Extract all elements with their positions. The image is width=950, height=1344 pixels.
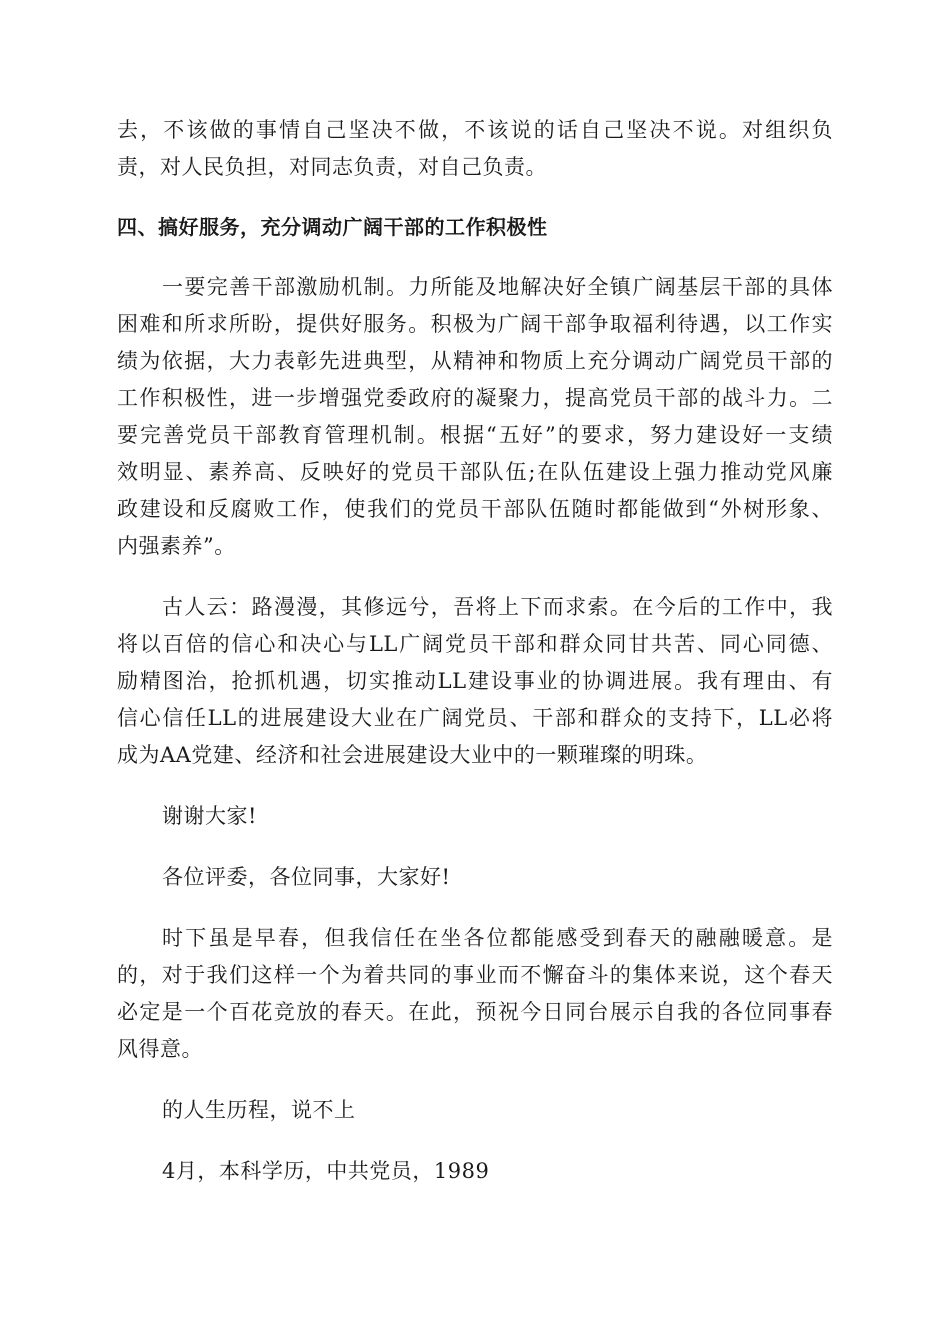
text-line: 风得意。	[117, 1037, 203, 1061]
text-line: 古人云：路漫漫，其修远兮，吾将上下而求索。在今后的工作中，我	[162, 595, 833, 619]
text-line: 4月，本科学历，中共党员，1989	[162, 1159, 490, 1183]
paragraph-fragment	[117, 1092, 833, 1129]
text-line: 各位评委，各位同事，大家好!	[162, 865, 451, 889]
text-line: 绩为依据，大力表彰先进典型，从精神和物质上充分调动广阔党员干部的	[117, 349, 833, 373]
text-line: 工作积极性，进一步增强党委政府的凝聚力，提高党员干部的战斗力。二	[117, 386, 833, 410]
text-line: 困难和所求所盼，提供好服务。积极为广阔干部争取福利待遇，以工作实	[117, 312, 833, 336]
text-line: 将以百倍的信心和决心与LL广阔党员干部和群众同甘共苦、同心同德、	[117, 632, 833, 656]
text-line: 励精图治，抢抓机遇，切实推动LL建设事业的协调进展。我有理由、有	[117, 669, 833, 693]
section-heading: 四、搞好服务，充分调动广阔干部的工作积极性	[117, 215, 548, 239]
text-line: 的人生历程，说不上	[162, 1098, 356, 1122]
paragraph-responsibility	[117, 112, 833, 186]
text-line: 成为AA党建、经济和社会进展建设大业中的一颗璀璨的明珠。	[117, 743, 708, 767]
paragraph-conclusion	[117, 589, 833, 774]
text-line: 谢谢大家!	[162, 804, 257, 828]
text-line: 要完善党员干部教育管理机制。根据“五好”的要求，努力建设好一支绩	[117, 423, 833, 447]
document-page	[117, 112, 833, 1190]
text-line: 时下虽是早春，但我信任在坐各位都能感受到春天的融融暖意。是	[162, 926, 833, 950]
paragraph-greeting	[117, 859, 833, 896]
text-line: 必定是一个百花竞放的春天。在此，预祝今日同台展示自我的各位同事春	[117, 1000, 833, 1024]
text-line: 政建设和反腐败工作，使我们的党员干部队伍随时都能做到“外树形象、	[117, 497, 833, 521]
text-line: 信心信任LL的进展建设大业在广阔党员、干部和群众的支持下，LL必将	[117, 706, 833, 730]
paragraph-fragment	[117, 1153, 833, 1190]
text-line: 内强素养”。	[117, 534, 236, 558]
paragraph-spring	[117, 920, 833, 1068]
text-line: 效明显、素养高、反映好的党员干部队伍;在队伍建设上强力推动党风廉	[117, 460, 833, 484]
paragraph-incentive	[117, 269, 833, 565]
text-line: 一要完善干部激励机制。力所能及地解决好全镇广阔基层干部的具体	[162, 275, 833, 299]
text-line: 的，对于我们这样一个为着共同的事业而不懈奋斗的集体来说，这个春天	[117, 963, 833, 987]
text-line: 去，不该做的事情自己坚决不做，不该说的话自己坚决不说。对组织负	[117, 118, 833, 142]
text-line: 责，对人民负担，对同志负责，对自己负责。	[117, 155, 547, 179]
paragraph-thanks	[117, 798, 833, 835]
